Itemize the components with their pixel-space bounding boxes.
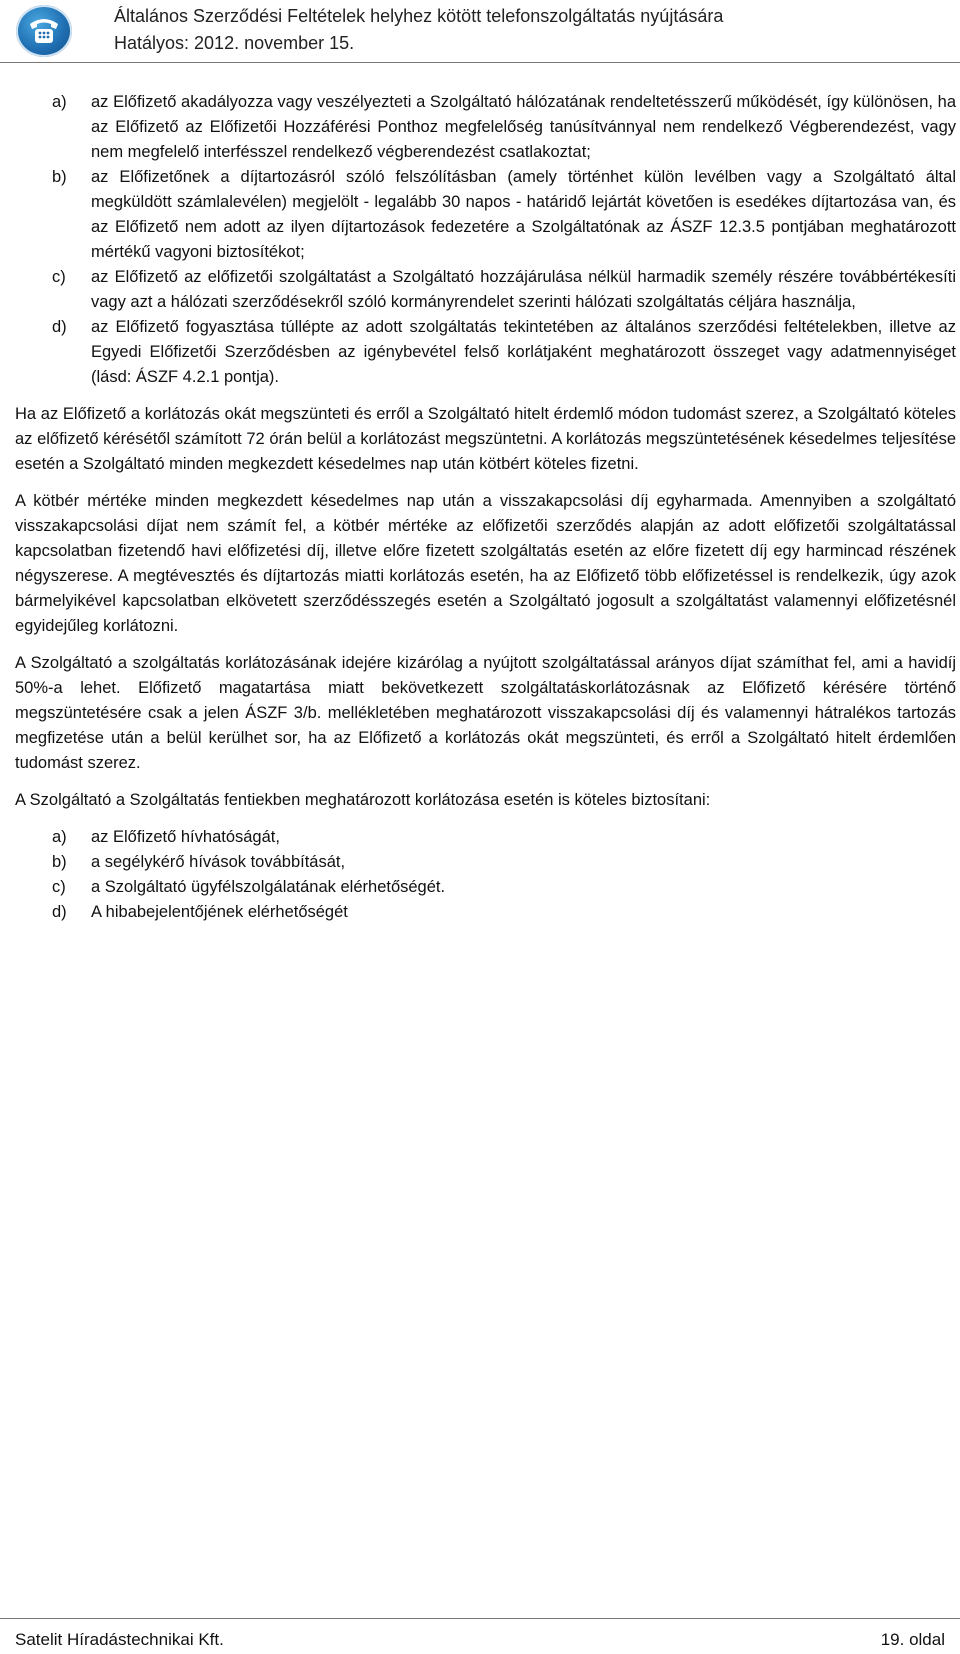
paragraph: Ha az Előfizető a korlátozás okát megszünteti és erről a Szolgáltató hitelt érdemlő módon tudomást szerez, a Szolgáltató köteles az előfizető kérésétől számított 72 órán belül a korlátozást megszüntetni. A korlátozás megszüntetésének késedelmes teljesítése esetén a Szolgáltató minden megkezdett késedelmes nap után kötbért köteles fizetni. [15,405,956,473]
effective-date: Hatályos: 2012. november 15. [114,33,355,53]
list-item-text: a Szolgáltató ügyfélszolgálatának elérhetőségét. [91,878,446,896]
list-item-text: az Előfizetőnek a díjtartozásról szóló felszólításban (amely történhet külön levélben vagy a Szolgáltató által megküldött számlalevélen) megjelölt - legalább 30 napos - határidő lejártát követően is esedékes díjtartozása van, és az Előfizető nem adott az ilyen díjtartozások fedezetére a Szolgáltatónak az ÁSZF 12.3.5 pontjában meghatározott mértékű vagyoni biztosítékot; [91,168,956,261]
list-item [15,90,956,165]
list-item [15,875,956,900]
paragraph: A kötbér mértéke minden megkezdett késedelmes nap után a visszakapcsolási díj egyharmada. Amennyiben a szolgáltató visszakapcsolási díjat nem számít fel, a kötbér mértéke az előfizetői szerződés alapján az adott előfizetői szolgáltatással kapcsolatban fizetendő havi előfizetési díj, illetve előre fizetett szolgáltatás esetén az előre fizetett díj egy harmincad részének négyszerese. A megtévesztés és díjtartozás miatti korlátozás esetén, ha az Előfizető több előfizetéssel is rendelkezik, úgy azok bármelyikével kapcsolatban elkövetett szerződésszegés esetén a Szolgáltató jogosult a szolgáltatást valamennyi előfizetésnél egyidejűleg korlátozni. [15,492,956,635]
list-item [15,825,956,850]
list-marker: d) [52,318,67,336]
list-marker: a) [52,828,67,846]
list-item-text: az Előfizető fogyasztása túllépte az adott szolgáltatás tekintetében az általános szerződési feltételekben, illetve az Egyedi Előfizetői Szerződésben az igénybevétel felső korlátjaként meghatározott összeget vagy adatmennyiséget (lásd: ÁSZF 4.2.1 pontja). [91,318,956,386]
footer-divider [0,1618,960,1619]
list-marker: c) [52,878,66,896]
list-item-text: A hibabejelentőjének elérhetőségét [91,903,348,921]
list-item [15,850,956,875]
paragraph: A Szolgáltató a Szolgáltatás fentiekben meghatározott korlátozása esetén is köteles biztosítani: [15,791,711,809]
telephone-icon [16,5,72,57]
list-item [15,900,956,925]
list-marker: d) [52,903,67,921]
paragraph: A Szolgáltató a szolgáltatás korlátozásának idejére kizárólag a nyújtott szolgáltatással arányos díjat számíthat fel, ami a havidíj 50%-a lehet. Előfizető magatartása miatt bekövetkezett szolgáltatáskorlátozásnak az Előfizető kérésére történő megszüntetésére csak a jelen ÁSZF 3/b. mellékletében meghatározott visszakapcsolási díj és valamennyi hátralékos tartozás megfizetése után a belül kerülhet sor, ha az Előfizető a korlátozás okát megszünteti, és erről a Szolgáltató hitelt érdemlően tudomást szerez. [15,654,956,772]
page-header [0,0,960,62]
page-number: 19. oldal [880,1630,945,1649]
guaranteed-services-list [15,825,956,925]
company-name: Satelit Híradástechnikai Kft. [15,1630,224,1649]
document-body [15,90,956,937]
list-item-text: az Előfizető akadályozza vagy veszélyezteti a Szolgáltató hálózatának rendeltetésszerű működését, így különösen, ha az Előfizető az Előfizetői Hozzáférési Ponthoz megfelelőség tanúsítvánnyal nem rendelkező Végberendezést, vagy nem megfelelő interfésszel rendelkező végberendezést csatlakoztat; [91,93,956,161]
restriction-reasons-list [15,90,956,390]
page-footer [0,1618,960,1654]
list-item [15,265,956,315]
list-marker: b) [52,853,67,871]
list-item-text: az Előfizető hívhatóságát, [91,828,280,846]
document-title: Általános Szerződési Feltételek helyhez kötött telefonszolgáltatás nyújtására [114,6,724,26]
list-marker: c) [52,268,66,286]
list-item [15,315,956,390]
list-marker: a) [52,93,67,111]
list-item [15,165,956,265]
list-item-text: az Előfizető az előfizetői szolgáltatást a Szolgáltató hozzájárulása nélkül harmadik személy részére továbbértékesíti vagy azt a hálózati szerződésekről szóló kormányrendelet szerinti hálózati szolgáltatás céljára használja, [91,268,956,311]
list-item-text: a segélykérő hívások továbbítását, [91,853,346,871]
header-divider [0,62,960,63]
list-marker: b) [52,168,67,186]
